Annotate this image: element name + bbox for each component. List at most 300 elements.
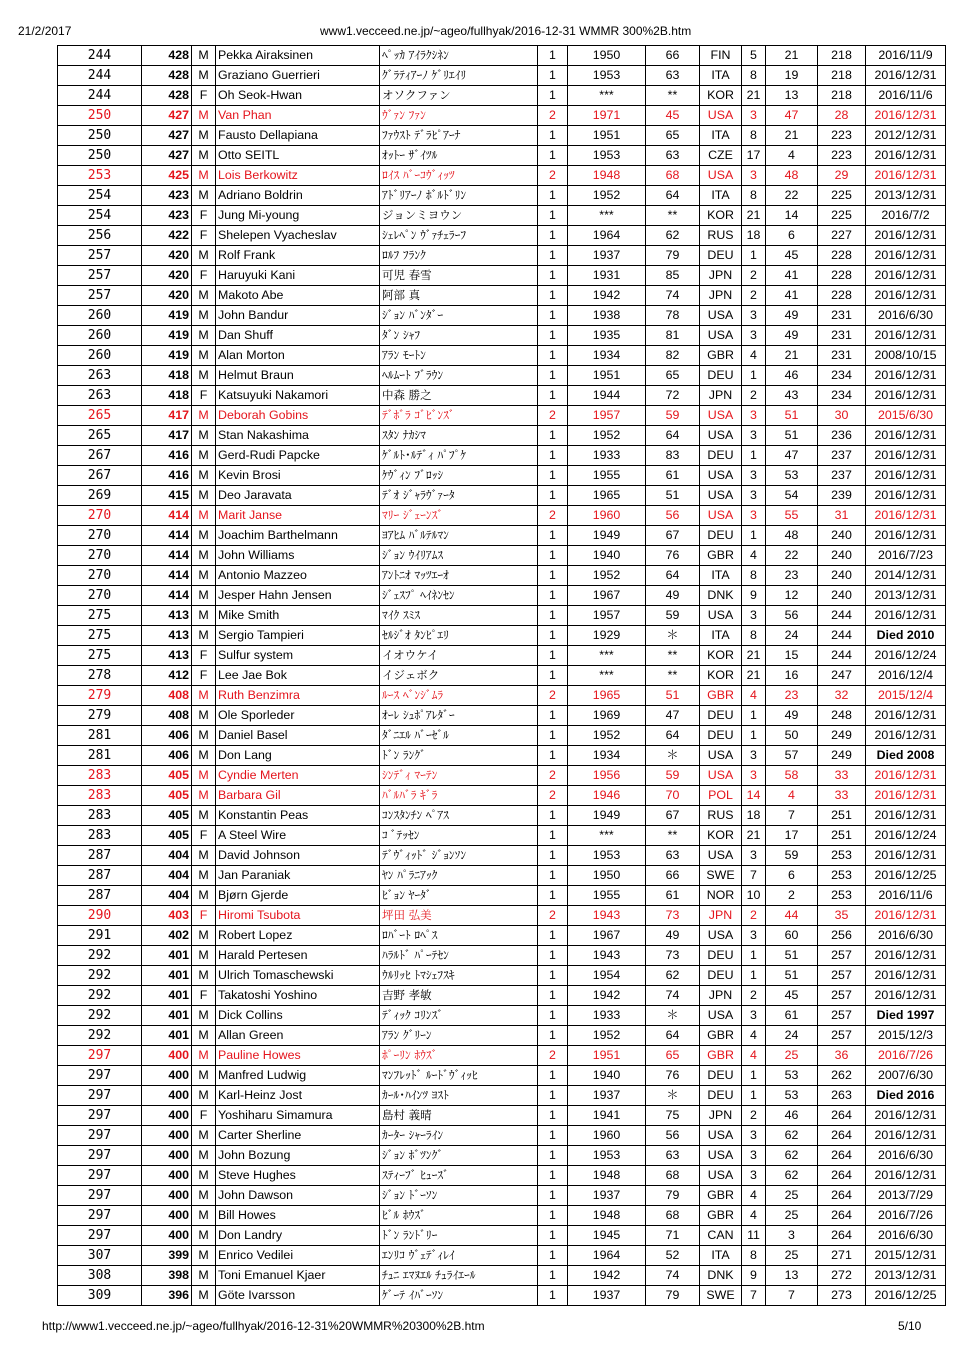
date-cell: 2013/7/29 (866, 1186, 946, 1206)
country-number-cell: 7 (742, 866, 766, 886)
count-cell: 1 (538, 1146, 568, 1166)
country-number-cell: 1 (742, 946, 766, 966)
name-cell: Fausto Dellapiana (216, 126, 380, 146)
katakana-name-cell: ｼﾞｮﾝ ﾊﾞﾝﾀﾞｰ (380, 306, 538, 326)
age-cell: 56 (646, 506, 700, 526)
rank-cell: 287 (58, 846, 142, 866)
katakana-name-cell: ｼﾞｪｽﾌﾟ ﾍｲﾈﾝｾﾝ (380, 586, 538, 606)
country-number-cell: 2 (742, 1106, 766, 1126)
page-number: 5/10 (898, 1319, 922, 1333)
name-cell: Joachim Barthelmann (216, 526, 380, 546)
women-rank-cell: 264 (818, 1106, 866, 1126)
country-cell: KOR (700, 646, 742, 666)
country-number-cell: 2 (742, 386, 766, 406)
points-cell: 428 (142, 66, 192, 86)
date-cell: 2016/12/24 (866, 646, 946, 666)
sex-cell: F (192, 386, 216, 406)
count-cell: 1 (538, 846, 568, 866)
count-cell: 1 (538, 146, 568, 166)
country-number-cell: 3 (742, 846, 766, 866)
country-number-cell: 9 (742, 586, 766, 606)
country-number-cell: 8 (742, 126, 766, 146)
name-cell: Sulfur system (216, 646, 380, 666)
points-cell: 427 (142, 106, 192, 126)
country-cell: JPN (700, 266, 742, 286)
women-rank-cell: 218 (818, 66, 866, 86)
country-cell: ITA (700, 66, 742, 86)
rank-cell: 283 (58, 806, 142, 826)
country-rank-cell: 47 (766, 446, 818, 466)
women-rank-cell: 244 (818, 626, 866, 646)
women-rank-cell: 225 (818, 186, 866, 206)
points-cell: 417 (142, 426, 192, 446)
rank-cell: 297 (58, 1106, 142, 1126)
name-cell: A Steel Wire (216, 826, 380, 846)
points-cell: 400 (142, 1146, 192, 1166)
count-cell: 2 (538, 686, 568, 706)
katakana-name-cell: ｹﾞｰﾃ ｲﾊﾞｰｿﾝ (380, 1286, 538, 1306)
country-cell: USA (700, 746, 742, 766)
country-number-cell: 8 (742, 186, 766, 206)
rank-cell: 257 (58, 246, 142, 266)
date-cell: 2013/12/31 (866, 186, 946, 206)
katakana-name-cell: 島村 義晴 (380, 1106, 538, 1126)
rank-cell: 297 (58, 1166, 142, 1186)
date-cell: 2016/12/31 (866, 106, 946, 126)
date-cell: 2008/10/15 (866, 346, 946, 366)
country-number-cell: 4 (742, 346, 766, 366)
table-row (58, 1146, 946, 1166)
women-rank-cell: 228 (818, 286, 866, 306)
women-rank-cell: 218 (818, 46, 866, 66)
country-number-cell: 3 (742, 1166, 766, 1186)
age-cell: 67 (646, 806, 700, 826)
table-row (58, 786, 946, 806)
country-number-cell: 1 (742, 366, 766, 386)
count-cell: 2 (538, 766, 568, 786)
age-cell: 82 (646, 346, 700, 366)
country-number-cell: 21 (742, 206, 766, 226)
women-rank-cell: 228 (818, 246, 866, 266)
count-cell: 1 (538, 1266, 568, 1286)
country-rank-cell: 47 (766, 106, 818, 126)
name-cell: Shelepen Vyacheslav (216, 226, 380, 246)
rank-cell: 309 (58, 1286, 142, 1306)
rank-cell: 254 (58, 186, 142, 206)
katakana-name-cell: イジェボク (380, 666, 538, 686)
country-rank-cell: 22 (766, 546, 818, 566)
name-cell: Carter Sherline (216, 1126, 380, 1146)
rank-cell: 292 (58, 986, 142, 1006)
women-rank-cell: 237 (818, 446, 866, 466)
name-cell: Ole Sporleder (216, 706, 380, 726)
name-cell: Lee Jae Bok (216, 666, 380, 686)
points-cell: 416 (142, 446, 192, 466)
table-row (58, 626, 946, 646)
count-cell: 2 (538, 786, 568, 806)
country-cell: RUS (700, 806, 742, 826)
sex-cell: F (192, 1106, 216, 1126)
points-cell: 420 (142, 246, 192, 266)
name-cell: Van Phan (216, 106, 380, 126)
sex-cell: M (192, 626, 216, 646)
women-rank-cell: 240 (818, 546, 866, 566)
women-rank-cell: 253 (818, 886, 866, 906)
date-cell: 2016/11/6 (866, 886, 946, 906)
date-cell: 2016/12/4 (866, 666, 946, 686)
birth-year-cell: 1945 (568, 1226, 646, 1246)
country-cell: ITA (700, 186, 742, 206)
table-row (58, 666, 946, 686)
date-cell: 2016/7/26 (866, 1046, 946, 1066)
name-cell: Kevin Brosi (216, 466, 380, 486)
rank-cell: 275 (58, 606, 142, 626)
age-cell: 68 (646, 1206, 700, 1226)
birth-year-cell: 1953 (568, 66, 646, 86)
birth-year-cell: 1952 (568, 186, 646, 206)
country-cell: CZE (700, 146, 742, 166)
points-cell: 423 (142, 206, 192, 226)
women-rank-cell: 264 (818, 1226, 866, 1246)
age-cell: 64 (646, 1026, 700, 1046)
age-cell: ＊ (646, 1086, 700, 1106)
count-cell: 1 (538, 1106, 568, 1126)
country-rank-cell: 62 (766, 1166, 818, 1186)
count-cell: 1 (538, 286, 568, 306)
country-number-cell: 21 (742, 646, 766, 666)
table-row (58, 566, 946, 586)
table-row (58, 1026, 946, 1046)
points-cell: 406 (142, 726, 192, 746)
birth-year-cell: *** (568, 206, 646, 226)
sex-cell: M (192, 306, 216, 326)
table-row (58, 926, 946, 946)
count-cell: 1 (538, 586, 568, 606)
date-cell: 2016/12/24 (866, 826, 946, 846)
country-rank-cell: 44 (766, 906, 818, 926)
count-cell: 1 (538, 986, 568, 1006)
sex-cell: M (192, 886, 216, 906)
country-number-cell: 1 (742, 966, 766, 986)
points-cell: 400 (142, 1226, 192, 1246)
birth-year-cell: 1964 (568, 1246, 646, 1266)
women-rank-cell: 262 (818, 1066, 866, 1086)
points-cell: 405 (142, 826, 192, 846)
katakana-name-cell: ﾙｰｽ ﾍﾞﾝｼﾞﾑﾗ (380, 686, 538, 706)
points-cell: 399 (142, 1246, 192, 1266)
count-cell: 1 (538, 466, 568, 486)
table-row (58, 806, 946, 826)
name-cell: Adriano Boldrin (216, 186, 380, 206)
women-rank-cell: 272 (818, 1266, 866, 1286)
country-rank-cell: 55 (766, 506, 818, 526)
country-number-cell: 3 (742, 766, 766, 786)
rank-cell: 308 (58, 1266, 142, 1286)
country-cell: USA (700, 406, 742, 426)
sex-cell: M (192, 166, 216, 186)
points-cell: 402 (142, 926, 192, 946)
rank-cell: 265 (58, 426, 142, 446)
women-rank-cell: 33 (818, 766, 866, 786)
birth-year-cell: 1971 (568, 106, 646, 126)
country-rank-cell: 21 (766, 346, 818, 366)
date-cell: 2015/12/31 (866, 1246, 946, 1266)
table-row (58, 166, 946, 186)
country-cell: GBR (700, 346, 742, 366)
birth-year-cell: *** (568, 826, 646, 846)
country-cell: KOR (700, 666, 742, 686)
count-cell: 2 (538, 406, 568, 426)
birth-year-cell: 1960 (568, 506, 646, 526)
katakana-name-cell: ﾀﾞﾆｴﾙ ﾊﾞｰｾﾞﾙ (380, 726, 538, 746)
country-cell: JPN (700, 286, 742, 306)
name-cell: Daniel Basel (216, 726, 380, 746)
table-row (58, 246, 946, 266)
rank-cell: 292 (58, 946, 142, 966)
rank-cell: 270 (58, 546, 142, 566)
name-cell: John Williams (216, 546, 380, 566)
women-rank-cell: 257 (818, 1006, 866, 1026)
country-number-cell: 3 (742, 506, 766, 526)
date-cell: 2014/12/31 (866, 566, 946, 586)
women-rank-cell: 228 (818, 266, 866, 286)
age-cell: 81 (646, 326, 700, 346)
date-cell: Died 2016 (866, 1086, 946, 1106)
country-rank-cell: 58 (766, 766, 818, 786)
country-number-cell: 4 (742, 1186, 766, 1206)
name-cell: David Johnson (216, 846, 380, 866)
name-cell: Deo Jaravata (216, 486, 380, 506)
country-number-cell: 8 (742, 66, 766, 86)
table-row (58, 606, 946, 626)
country-rank-cell: 23 (766, 566, 818, 586)
table-row (58, 1106, 946, 1126)
points-cell: 413 (142, 626, 192, 646)
points-cell: 398 (142, 1266, 192, 1286)
name-cell: Hiromi Tsubota (216, 906, 380, 926)
age-cell: 75 (646, 1106, 700, 1126)
points-cell: 413 (142, 606, 192, 626)
age-cell: 68 (646, 166, 700, 186)
count-cell: 1 (538, 1246, 568, 1266)
katakana-name-cell: ｴﾝﾘｺ ｳﾞｪﾃﾞｨﾚｲ (380, 1246, 538, 1266)
country-number-cell: 3 (742, 306, 766, 326)
women-rank-cell: 257 (818, 1026, 866, 1046)
table-row (58, 366, 946, 386)
date-cell: 2016/12/31 (866, 486, 946, 506)
table-row (58, 726, 946, 746)
points-cell: 400 (142, 1206, 192, 1226)
country-rank-cell: 53 (766, 1086, 818, 1106)
birth-year-cell: 1956 (568, 766, 646, 786)
age-cell: 66 (646, 866, 700, 886)
date-cell: 2015/12/4 (866, 686, 946, 706)
country-number-cell: 3 (742, 1146, 766, 1166)
katakana-name-cell: ｵｰﾚ ｼｭﾎﾟｱﾚﾀﾞｰ (380, 706, 538, 726)
birth-year-cell: 1940 (568, 1066, 646, 1086)
count-cell: 1 (538, 1066, 568, 1086)
women-rank-cell: 249 (818, 746, 866, 766)
age-cell: 61 (646, 886, 700, 906)
age-cell: 79 (646, 1186, 700, 1206)
birth-year-cell: 1946 (568, 786, 646, 806)
count-cell: 1 (538, 966, 568, 986)
rank-cell: 254 (58, 206, 142, 226)
country-number-cell: 2 (742, 986, 766, 1006)
points-cell: 414 (142, 546, 192, 566)
points-cell: 419 (142, 306, 192, 326)
country-number-cell: 21 (742, 86, 766, 106)
women-rank-cell: 248 (818, 706, 866, 726)
name-cell: Enrico Vedilei (216, 1246, 380, 1266)
birth-year-cell: 1957 (568, 406, 646, 426)
katakana-name-cell: ﾄﾞﾝ ﾗﾝｸﾞ (380, 746, 538, 766)
country-number-cell: 1 (742, 446, 766, 466)
table-row (58, 946, 946, 966)
katakana-name-cell: ｽﾃｨｰﾌﾞ ﾋｭｰｽﾞ (380, 1166, 538, 1186)
sex-cell: M (192, 1166, 216, 1186)
country-number-cell: 4 (742, 546, 766, 566)
points-cell: 405 (142, 786, 192, 806)
name-cell: Göte Ivarsson (216, 1286, 380, 1306)
birth-year-cell: 1948 (568, 1206, 646, 1226)
count-cell: 1 (538, 886, 568, 906)
sex-cell: M (192, 46, 216, 66)
name-cell: Graziano Guerrieri (216, 66, 380, 86)
country-rank-cell: 23 (766, 686, 818, 706)
count-cell: 1 (538, 206, 568, 226)
country-cell: DEU (700, 446, 742, 466)
rank-cell: 270 (58, 586, 142, 606)
age-cell: 70 (646, 786, 700, 806)
country-cell: USA (700, 166, 742, 186)
women-rank-cell: 29 (818, 166, 866, 186)
country-rank-cell: 49 (766, 306, 818, 326)
points-cell: 422 (142, 226, 192, 246)
birth-year-cell: 1950 (568, 866, 646, 886)
country-number-cell: 4 (742, 1046, 766, 1066)
name-cell: Marit Janse (216, 506, 380, 526)
rank-cell: 270 (58, 566, 142, 586)
date-cell: 2016/12/31 (866, 386, 946, 406)
name-cell: Don Lang (216, 746, 380, 766)
katakana-name-cell: ｼﾝﾃﾞｨ ﾏｰﾃﾝ (380, 766, 538, 786)
sex-cell: M (192, 1186, 216, 1206)
katakana-name-cell: ﾎﾟｰﾘﾝ ﾎｳｽﾞ (380, 1046, 538, 1066)
points-cell: 419 (142, 346, 192, 366)
country-cell: GBR (700, 546, 742, 566)
women-rank-cell: 239 (818, 486, 866, 506)
points-cell: 425 (142, 166, 192, 186)
country-cell: USA (700, 306, 742, 326)
women-rank-cell: 223 (818, 126, 866, 146)
birth-year-cell: 1941 (568, 1106, 646, 1126)
birth-year-cell: 1948 (568, 1166, 646, 1186)
table-row (58, 846, 946, 866)
country-number-cell: 3 (742, 486, 766, 506)
country-number-cell: 2 (742, 906, 766, 926)
rank-cell: 257 (58, 286, 142, 306)
birth-year-cell: *** (568, 646, 646, 666)
country-rank-cell: 46 (766, 1106, 818, 1126)
country-rank-cell: 53 (766, 466, 818, 486)
country-cell: USA (700, 1166, 742, 1186)
women-rank-cell: 225 (818, 206, 866, 226)
age-cell: 63 (646, 846, 700, 866)
date-cell: 2016/12/31 (866, 226, 946, 246)
country-number-cell: 3 (742, 466, 766, 486)
points-cell: 418 (142, 366, 192, 386)
country-cell: USA (700, 326, 742, 346)
rank-cell: 244 (58, 46, 142, 66)
country-number-cell: 18 (742, 806, 766, 826)
katakana-name-cell: ｳﾙﾘｯﾋ ﾄﾏｼｪﾌｽｷ (380, 966, 538, 986)
country-cell: NOR (700, 886, 742, 906)
table-row (58, 1226, 946, 1246)
age-cell: 51 (646, 486, 700, 506)
name-cell: Allan Green (216, 1026, 380, 1046)
count-cell: 1 (538, 246, 568, 266)
name-cell: Rolf Frank (216, 246, 380, 266)
name-cell: Cyndie Merten (216, 766, 380, 786)
rank-cell: 267 (58, 446, 142, 466)
points-cell: 400 (142, 1126, 192, 1146)
count-cell: 2 (538, 906, 568, 926)
name-cell: Don Landry (216, 1226, 380, 1246)
table-row (58, 826, 946, 846)
date-cell: 2016/12/25 (866, 866, 946, 886)
country-rank-cell: 41 (766, 286, 818, 306)
name-cell: Deborah Gobins (216, 406, 380, 426)
age-cell: 49 (646, 926, 700, 946)
country-rank-cell: 59 (766, 846, 818, 866)
country-rank-cell: 53 (766, 1066, 818, 1086)
points-cell: 418 (142, 386, 192, 406)
name-cell: Takatoshi Yoshino (216, 986, 380, 1006)
date-cell: 2016/12/31 (866, 66, 946, 86)
country-cell: GBR (700, 1186, 742, 1206)
date-cell: 2016/12/31 (866, 906, 946, 926)
sex-cell: M (192, 966, 216, 986)
points-cell: 428 (142, 46, 192, 66)
count-cell: 1 (538, 1126, 568, 1146)
rank-cell: 297 (58, 1046, 142, 1066)
table-row (58, 446, 946, 466)
points-cell: 413 (142, 646, 192, 666)
count-cell: 1 (538, 426, 568, 446)
country-cell: USA (700, 466, 742, 486)
sex-cell: M (192, 926, 216, 946)
table-row (58, 226, 946, 246)
country-rank-cell: 57 (766, 746, 818, 766)
rank-cell: 250 (58, 146, 142, 166)
country-number-cell: 3 (742, 426, 766, 446)
date-cell: 2016/11/6 (866, 86, 946, 106)
rank-cell: 283 (58, 786, 142, 806)
count-cell: 1 (538, 446, 568, 466)
country-rank-cell: 54 (766, 486, 818, 506)
rank-cell: 275 (58, 626, 142, 646)
age-cell: 63 (646, 66, 700, 86)
print-date: 21/2/2017 (18, 24, 72, 38)
age-cell: 61 (646, 466, 700, 486)
age-cell: 47 (646, 706, 700, 726)
country-cell: DEU (700, 946, 742, 966)
country-number-cell: 1 (742, 706, 766, 726)
katakana-name-cell: ﾊﾗﾙﾄﾞ ﾊﾟｰﾃｾﾝ (380, 946, 538, 966)
country-rank-cell: 17 (766, 826, 818, 846)
rank-cell: 281 (58, 726, 142, 746)
